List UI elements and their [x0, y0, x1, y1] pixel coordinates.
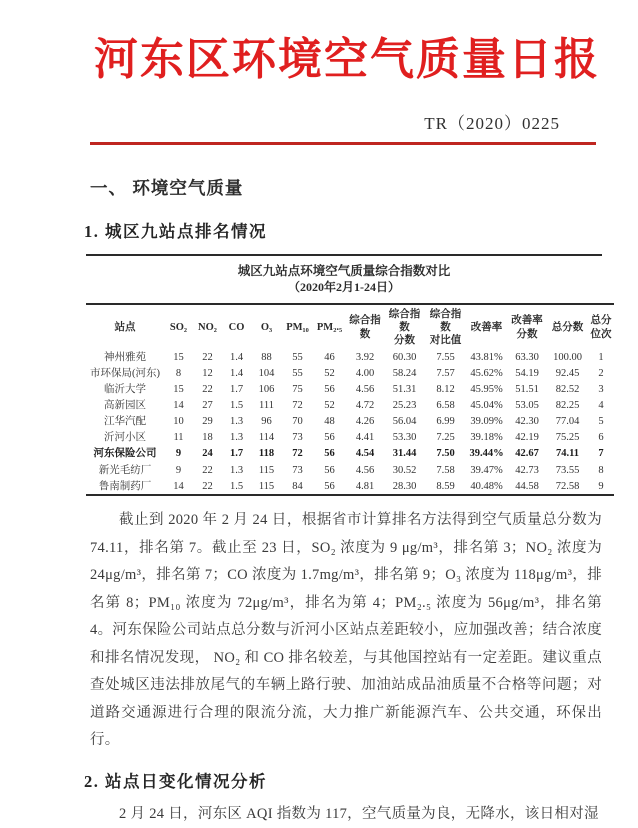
value-cell: 8: [598, 464, 604, 476]
value-cell: 84: [292, 480, 303, 492]
value-cell: 9: [175, 448, 182, 460]
value-cell: 114: [258, 432, 275, 444]
value-cell: 54.19: [515, 367, 539, 379]
value-cell: 8.12: [436, 383, 455, 395]
value-cell: 48: [324, 416, 335, 428]
value-cell: 75.25: [555, 432, 580, 444]
ranking-table: [86, 303, 614, 497]
value-cell: 72: [292, 448, 303, 460]
value-cell: 56: [324, 383, 335, 395]
value-cell: 4: [598, 400, 604, 412]
value-cell: 4.00: [355, 367, 375, 379]
value-cell: 43.81%: [470, 351, 503, 363]
column-header: 站点: [114, 321, 136, 333]
value-cell: 100.00: [553, 351, 582, 363]
column-header: O₃: [260, 321, 273, 333]
table-header-row: [86, 304, 614, 349]
table-subtitle: （2020年2月1-24日）: [288, 280, 400, 295]
table-row: [86, 349, 614, 365]
value-cell: 29: [202, 416, 213, 428]
value-cell: 15: [173, 351, 184, 363]
value-cell: 31.44: [392, 448, 417, 460]
value-cell: 39.18%: [470, 432, 503, 444]
section2-heading: 2. 站点日变化情况分析: [84, 771, 267, 791]
value-cell: 6.58: [436, 400, 455, 412]
report-title: 河东区环境空气质量日报: [94, 35, 600, 84]
value-cell: 72: [292, 400, 303, 412]
value-cell: 52: [324, 367, 335, 379]
value-cell: 4.56: [355, 383, 375, 395]
table-row: [86, 430, 614, 446]
value-cell: 1.4: [229, 367, 244, 379]
value-cell: 7.50: [436, 448, 455, 460]
value-cell: 53.30: [392, 432, 417, 444]
value-cell: 73: [292, 464, 303, 476]
value-cell: 15: [173, 383, 184, 395]
section1-heading: 一、 环境空气质量: [90, 178, 244, 199]
value-cell: 9: [175, 464, 182, 476]
value-cell: 24: [202, 448, 213, 460]
value-cell: 22: [202, 480, 213, 492]
station-cell: 新光毛纺厂: [98, 464, 152, 476]
value-cell: 4.41: [355, 432, 375, 444]
value-cell: 74.11: [555, 448, 580, 460]
value-cell: 39.47%: [470, 464, 503, 476]
value-cell: 73.55: [555, 464, 580, 476]
value-cell: 1: [598, 351, 604, 363]
value-cell: 9: [598, 480, 604, 492]
value-cell: 7.55: [436, 351, 455, 363]
value-cell: 40.48%: [470, 480, 503, 492]
value-cell: 63.30: [515, 351, 539, 363]
value-cell: 56: [324, 480, 335, 492]
value-cell: 4.81: [355, 480, 375, 492]
value-cell: 44.58: [515, 480, 539, 492]
value-cell: 1.4: [229, 351, 244, 363]
value-cell: 42.30: [515, 416, 539, 428]
value-cell: 7.58: [436, 464, 455, 476]
value-cell: 51.51: [515, 383, 539, 395]
value-cell: 56: [324, 432, 335, 444]
value-cell: 56: [324, 448, 335, 460]
value-cell: 22: [202, 351, 213, 363]
analysis-paragraph: 截止到 2020 年 2 月 24 日，根据省市计算排名方法得到空气质量总分数为74.11，排名第 7。截止至 23 日，SO₂ 浓度为 9 μg/m³，排名第 3；NO₂ 浓度为24μg/m³，排名第 7；CO 浓度为 1.7mg/m³，排名第 9；O₃ 浓度为 118μg/m³，排名第 8；PM₁₀ 浓度为 72μg/m³，排名为第 4；PM₂.₅ 浓度为 56μg/m³，排名第 4。河东保险公司站点总分数与沂河小区站点差距较小，应加强改善；结合浓度和排名情况发现， NO₂ 和 CO 排名较差，与其他国控站有一定差距。建议重点查处城区违法排放尾气的车辆上路行驶、加油站成品油质量不合格等问题；对道路交通源进行合理的限流分流，大力推广新能源汽车、公共交通，环保出行。: [90, 512, 602, 749]
value-cell: 4.54: [355, 448, 375, 460]
value-cell: 7.25: [436, 432, 455, 444]
station-cell: 鲁南制药厂: [98, 480, 152, 492]
value-cell: 18: [202, 432, 213, 444]
value-cell: 8: [175, 367, 182, 379]
value-cell: 45.04%: [470, 400, 503, 412]
column-header: SO₂: [169, 321, 188, 333]
value-cell: 5: [598, 416, 604, 428]
table-title: 城区九站点环境空气质量综合指数对比: [237, 264, 451, 279]
value-cell: 115: [258, 480, 275, 492]
value-cell: 14: [173, 480, 184, 492]
value-cell: 25.23: [392, 400, 417, 412]
column-header: NO₂: [198, 321, 217, 333]
value-cell: 96: [261, 416, 272, 428]
section1-subheading: 1. 城区九站点排名情况: [84, 222, 267, 242]
value-cell: 1.5: [229, 400, 244, 412]
value-cell: 115: [258, 464, 275, 476]
station-cell: 江华汽配: [104, 416, 146, 428]
value-cell: 4.56: [355, 464, 375, 476]
value-cell: 8.59: [436, 480, 455, 492]
value-cell: 12: [202, 367, 213, 379]
value-cell: 92.45: [555, 367, 580, 379]
value-cell: 75: [292, 383, 303, 395]
value-cell: 58.24: [392, 367, 417, 379]
value-cell: 4.72: [355, 400, 375, 412]
column-header: PM₂.₅: [316, 321, 343, 333]
value-cell: 27: [202, 400, 213, 412]
station-cell: 沂河小区: [104, 432, 146, 444]
value-cell: 118: [258, 448, 275, 460]
ranking-table-block: [86, 254, 612, 496]
value-cell: 51.31: [392, 383, 417, 395]
column-header: 总分 位次: [590, 315, 612, 340]
value-cell: 42.67: [515, 448, 539, 460]
column-header: CO: [228, 321, 245, 333]
value-cell: 53.05: [515, 400, 539, 412]
value-cell: 11: [173, 432, 184, 444]
value-cell: 42.19: [515, 432, 539, 444]
table-row: [86, 446, 614, 462]
value-cell: 1.7: [229, 383, 244, 395]
value-cell: 6: [598, 432, 604, 444]
ranking-table-body: [86, 349, 614, 495]
column-header: 综合指数 分数: [388, 308, 421, 347]
value-cell: 52: [324, 400, 335, 412]
value-cell: 10: [173, 416, 184, 428]
value-cell: 88: [261, 351, 272, 363]
value-cell: 6.99: [436, 416, 455, 428]
value-cell: 106: [258, 383, 275, 395]
value-cell: 42.73: [515, 464, 539, 476]
value-cell: 73: [292, 432, 303, 444]
value-cell: 82.25: [555, 400, 580, 412]
value-cell: 3.92: [355, 351, 375, 363]
table-row: [86, 398, 614, 414]
doc-number: TR（2020）0225: [424, 114, 560, 134]
value-cell: 60.30: [392, 351, 417, 363]
table-row: [86, 478, 614, 495]
column-header: 改善率: [470, 321, 503, 333]
red-divider-rule: [90, 142, 596, 145]
value-cell: 7.57: [436, 367, 455, 379]
value-cell: 82.52: [555, 383, 580, 395]
value-cell: 55: [292, 367, 303, 379]
value-cell: 3: [598, 383, 604, 395]
value-cell: 111: [259, 400, 274, 412]
column-header: 综合指数 对比值: [429, 308, 462, 347]
value-cell: 14: [173, 400, 184, 412]
value-cell: 1.3: [229, 416, 244, 428]
value-cell: 22: [202, 383, 213, 395]
value-cell: 30.52: [392, 464, 417, 476]
value-cell: 104: [258, 367, 275, 379]
value-cell: 56: [324, 464, 335, 476]
value-cell: 72.58: [555, 480, 580, 492]
section2-paragraph: 2 月 24 日，河东区 AQI 指数为 117，空气质量为良，无降水，该日相对湿: [119, 805, 599, 822]
column-header: 总分数: [551, 321, 584, 333]
value-cell: 39.09%: [470, 416, 503, 428]
value-cell: 4.26: [355, 416, 375, 428]
value-cell: 7: [598, 448, 604, 460]
value-cell: 55: [292, 351, 303, 363]
table-row: [86, 414, 614, 430]
station-cell: 高新园区: [104, 400, 146, 412]
table-row: [86, 365, 614, 381]
value-cell: 70: [292, 416, 303, 428]
value-cell: 46: [324, 351, 335, 363]
column-header: 综合指数: [349, 315, 381, 340]
value-cell: 22: [202, 464, 213, 476]
table-row: [86, 462, 614, 478]
value-cell: 45.95%: [470, 383, 503, 395]
value-cell: 39.44%: [469, 448, 504, 460]
column-header: PM₁₀: [286, 321, 309, 333]
value-cell: 1.7: [229, 448, 244, 460]
station-cell: 河东保险公司: [93, 448, 157, 460]
column-header: 改善率 分数: [511, 315, 543, 340]
value-cell: 1.3: [229, 464, 244, 476]
value-cell: 77.04: [555, 416, 580, 428]
station-cell: 市环保局(河东): [90, 367, 160, 379]
value-cell: 56.04: [392, 416, 417, 428]
station-cell: 临沂大学: [104, 383, 146, 395]
value-cell: 1.3: [229, 432, 244, 444]
value-cell: 1.5: [229, 480, 244, 492]
table-row: [86, 381, 614, 397]
value-cell: 45.62%: [470, 367, 503, 379]
value-cell: 2: [598, 367, 604, 379]
value-cell: 28.30: [392, 480, 417, 492]
station-cell: 神州雅苑: [104, 351, 146, 363]
